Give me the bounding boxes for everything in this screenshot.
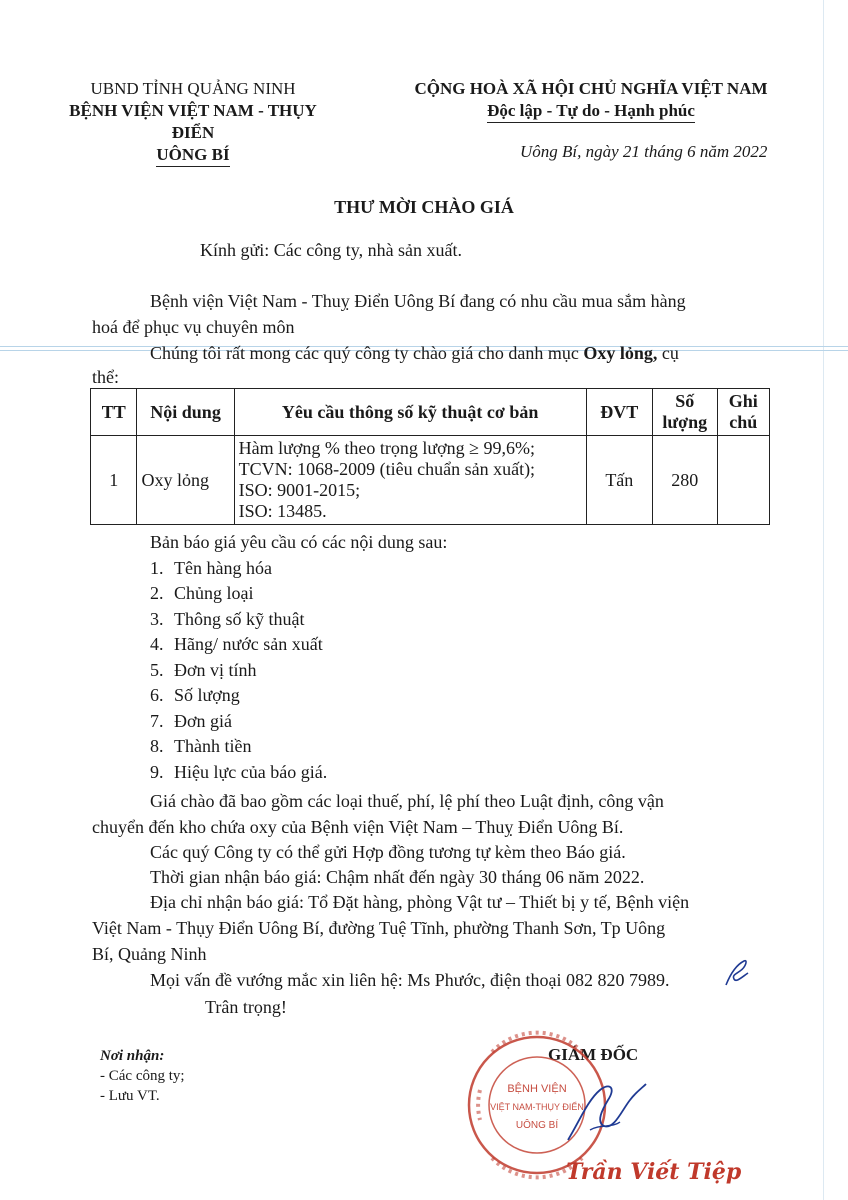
recipients-block (100, 1046, 185, 1106)
col-note-line2: chú (729, 412, 758, 432)
signer-name: Trần Viết Tiệp (566, 1159, 742, 1185)
hospital-name: BỆNH VIỆN VIỆT NAM - THỤY ĐIỂN (69, 101, 317, 142)
spec-line: TCVN: 1068-2009 (tiêu chuẩn sản xuất); (238, 459, 536, 479)
price-line-2: chuyển đến kho chứa oxy của Bệnh viện Việt Nam – Thuỵ Điển Uông Bí. (92, 817, 624, 837)
stamp-text-line: UÔNG BÍ (515, 1120, 559, 1131)
row-tt: 1 (91, 436, 137, 525)
address-line-2: Việt Nam - Thụy Điển Uông Bí, đường Tuệ Tĩnh, phường Thanh Sơn, Tp Uông (92, 918, 666, 938)
list-item-number: 4. (150, 634, 164, 654)
list-item (150, 658, 447, 684)
national-motto: Độc lập - Tự do - Hạnh phúc (487, 100, 695, 123)
list-item-text: Đơn vị tính (174, 659, 257, 680)
table-header-row (91, 389, 770, 436)
list-item (150, 760, 447, 786)
handwritten-signature (560, 1070, 650, 1150)
list-item-text: Hãng/ nước sản xuất (174, 634, 323, 654)
list-item-number: 7. (150, 710, 164, 731)
list-item-text: Hiệu lực của báo giá. (174, 761, 328, 782)
list-item-text: Đơn giá (174, 710, 233, 731)
row-spec (234, 436, 586, 525)
contact-line: Mọi vấn đề vướng mắc xin liên hệ: Ms Phước, điện thoại 082 820 7989. (150, 970, 670, 990)
document-date: Uông Bí, ngày 21 tháng 6 năm 2022 (520, 142, 768, 161)
price-line-1: Giá chào đã bao gồm các loại thuế, phí, lệ phí theo Luật định, công vận (150, 791, 664, 811)
header-right (398, 78, 784, 123)
list-item-text: Thành tiền (174, 736, 252, 756)
intro-line-2: hoá để phục vụ chuyên môn (92, 317, 295, 337)
col-content: Nội dung (137, 389, 234, 436)
spec-line: ISO: 13485. (238, 501, 327, 521)
col-qty (652, 389, 717, 436)
spec-table (90, 388, 770, 525)
row-qty: 280 (652, 436, 717, 525)
stamp-text-line: BỆNH VIỆN (507, 1083, 567, 1095)
row-content: Oxy lỏng (137, 436, 234, 525)
list-item-text: Tên hàng hóa (174, 557, 272, 578)
list-item-number: 9. (150, 761, 164, 782)
list-item-number: 8. (150, 736, 164, 756)
address-line-1: Địa chỉ nhận báo giá: Tổ Đặt hàng, phòng Vật tư – Thiết bị y tế, Bệnh viện (150, 892, 690, 912)
list-item-text: Số lượng (174, 685, 240, 705)
col-spec: Yêu cầu thông số kỹ thuật cơ bản (234, 389, 586, 436)
stamp-text-line: VIỆT NAM-THỤY ĐIỂN (490, 1102, 584, 1112)
list-item (150, 581, 447, 607)
list-item (150, 632, 447, 658)
col-note-line1: Ghi (728, 391, 758, 411)
col-qty-line1: Số (675, 391, 695, 411)
intro-text: Chúng tôi rất mong các quý công ty chào giá cho danh mục (150, 343, 584, 363)
national-title: CỘNG HOÀ XÃ HỘI CHỦ NGHĨA VIỆT NAM (414, 79, 768, 98)
closing-line: Trân trọng! (205, 997, 287, 1017)
list-item-number: 2. (150, 583, 164, 603)
spec-line: Hàm lượng % theo trọng lượng ≥ 99,6%; (238, 438, 536, 458)
row-unit: Tấn (586, 436, 652, 525)
list-item (150, 683, 447, 709)
list-item-number: 6. (150, 685, 164, 705)
recipients-heading: Nơi nhận: (100, 1048, 165, 1064)
list-item-number: 3. (150, 608, 164, 629)
list-item-number: 1. (150, 557, 164, 578)
address-line-3: Bí, Quảng Ninh (92, 944, 207, 964)
recipient-item: - Các công ty; (100, 1068, 185, 1084)
row-note (717, 436, 769, 525)
intro-line-4: thể: (92, 367, 119, 387)
product-highlight: Oxy lỏng, (583, 343, 658, 363)
recipient-item: - Lưu VT. (100, 1088, 160, 1104)
col-tt: TT (91, 389, 137, 436)
initial-mark (720, 955, 754, 991)
col-unit: ĐVT (586, 389, 652, 436)
intro-text-tail: cụ (657, 343, 679, 363)
col-note (717, 389, 769, 436)
requirements-list (150, 530, 447, 785)
list-item (150, 556, 447, 582)
agency-name: UBND TỈNH QUẢNG NINH (90, 79, 296, 98)
deadline-line: Thời gian nhận báo giá: Chậm nhất đến ngày 30 tháng 06 năm 2022. (150, 867, 645, 887)
header-left (62, 78, 324, 167)
hospital-city: UÔNG BÍ (156, 144, 229, 167)
intro-line-3 (150, 340, 679, 366)
list-item-text: Chủng loại (174, 583, 254, 603)
intro-line-1: Bệnh viện Việt Nam - Thuỵ Điển Uông Bí đang có nhu cầu mua sắm hàng (150, 291, 686, 311)
requirements-intro: Bản báo giá yêu cầu có các nội dung sau: (150, 532, 448, 552)
contract-line: Các quý Công ty có thể gửi Hợp đồng tương tự kèm theo Báo giá. (150, 842, 626, 862)
list-item-text: Thông số kỹ thuật (174, 608, 305, 629)
document-title: THƯ MỜI CHÀO GIÁ (334, 197, 514, 217)
spec-line: ISO: 9001-2015; (238, 480, 361, 500)
list-item-number: 5. (150, 659, 164, 680)
scan-edge (823, 0, 824, 1200)
signer-role: GIÁM ĐỐC (548, 1045, 639, 1064)
salutation: Kính gửi: Các công ty, nhà sản xuất. (200, 240, 463, 260)
list-item (150, 607, 447, 633)
col-qty-line2: lượng (662, 412, 708, 432)
list-item (150, 709, 447, 735)
table-row (91, 436, 770, 525)
list-item (150, 734, 447, 760)
